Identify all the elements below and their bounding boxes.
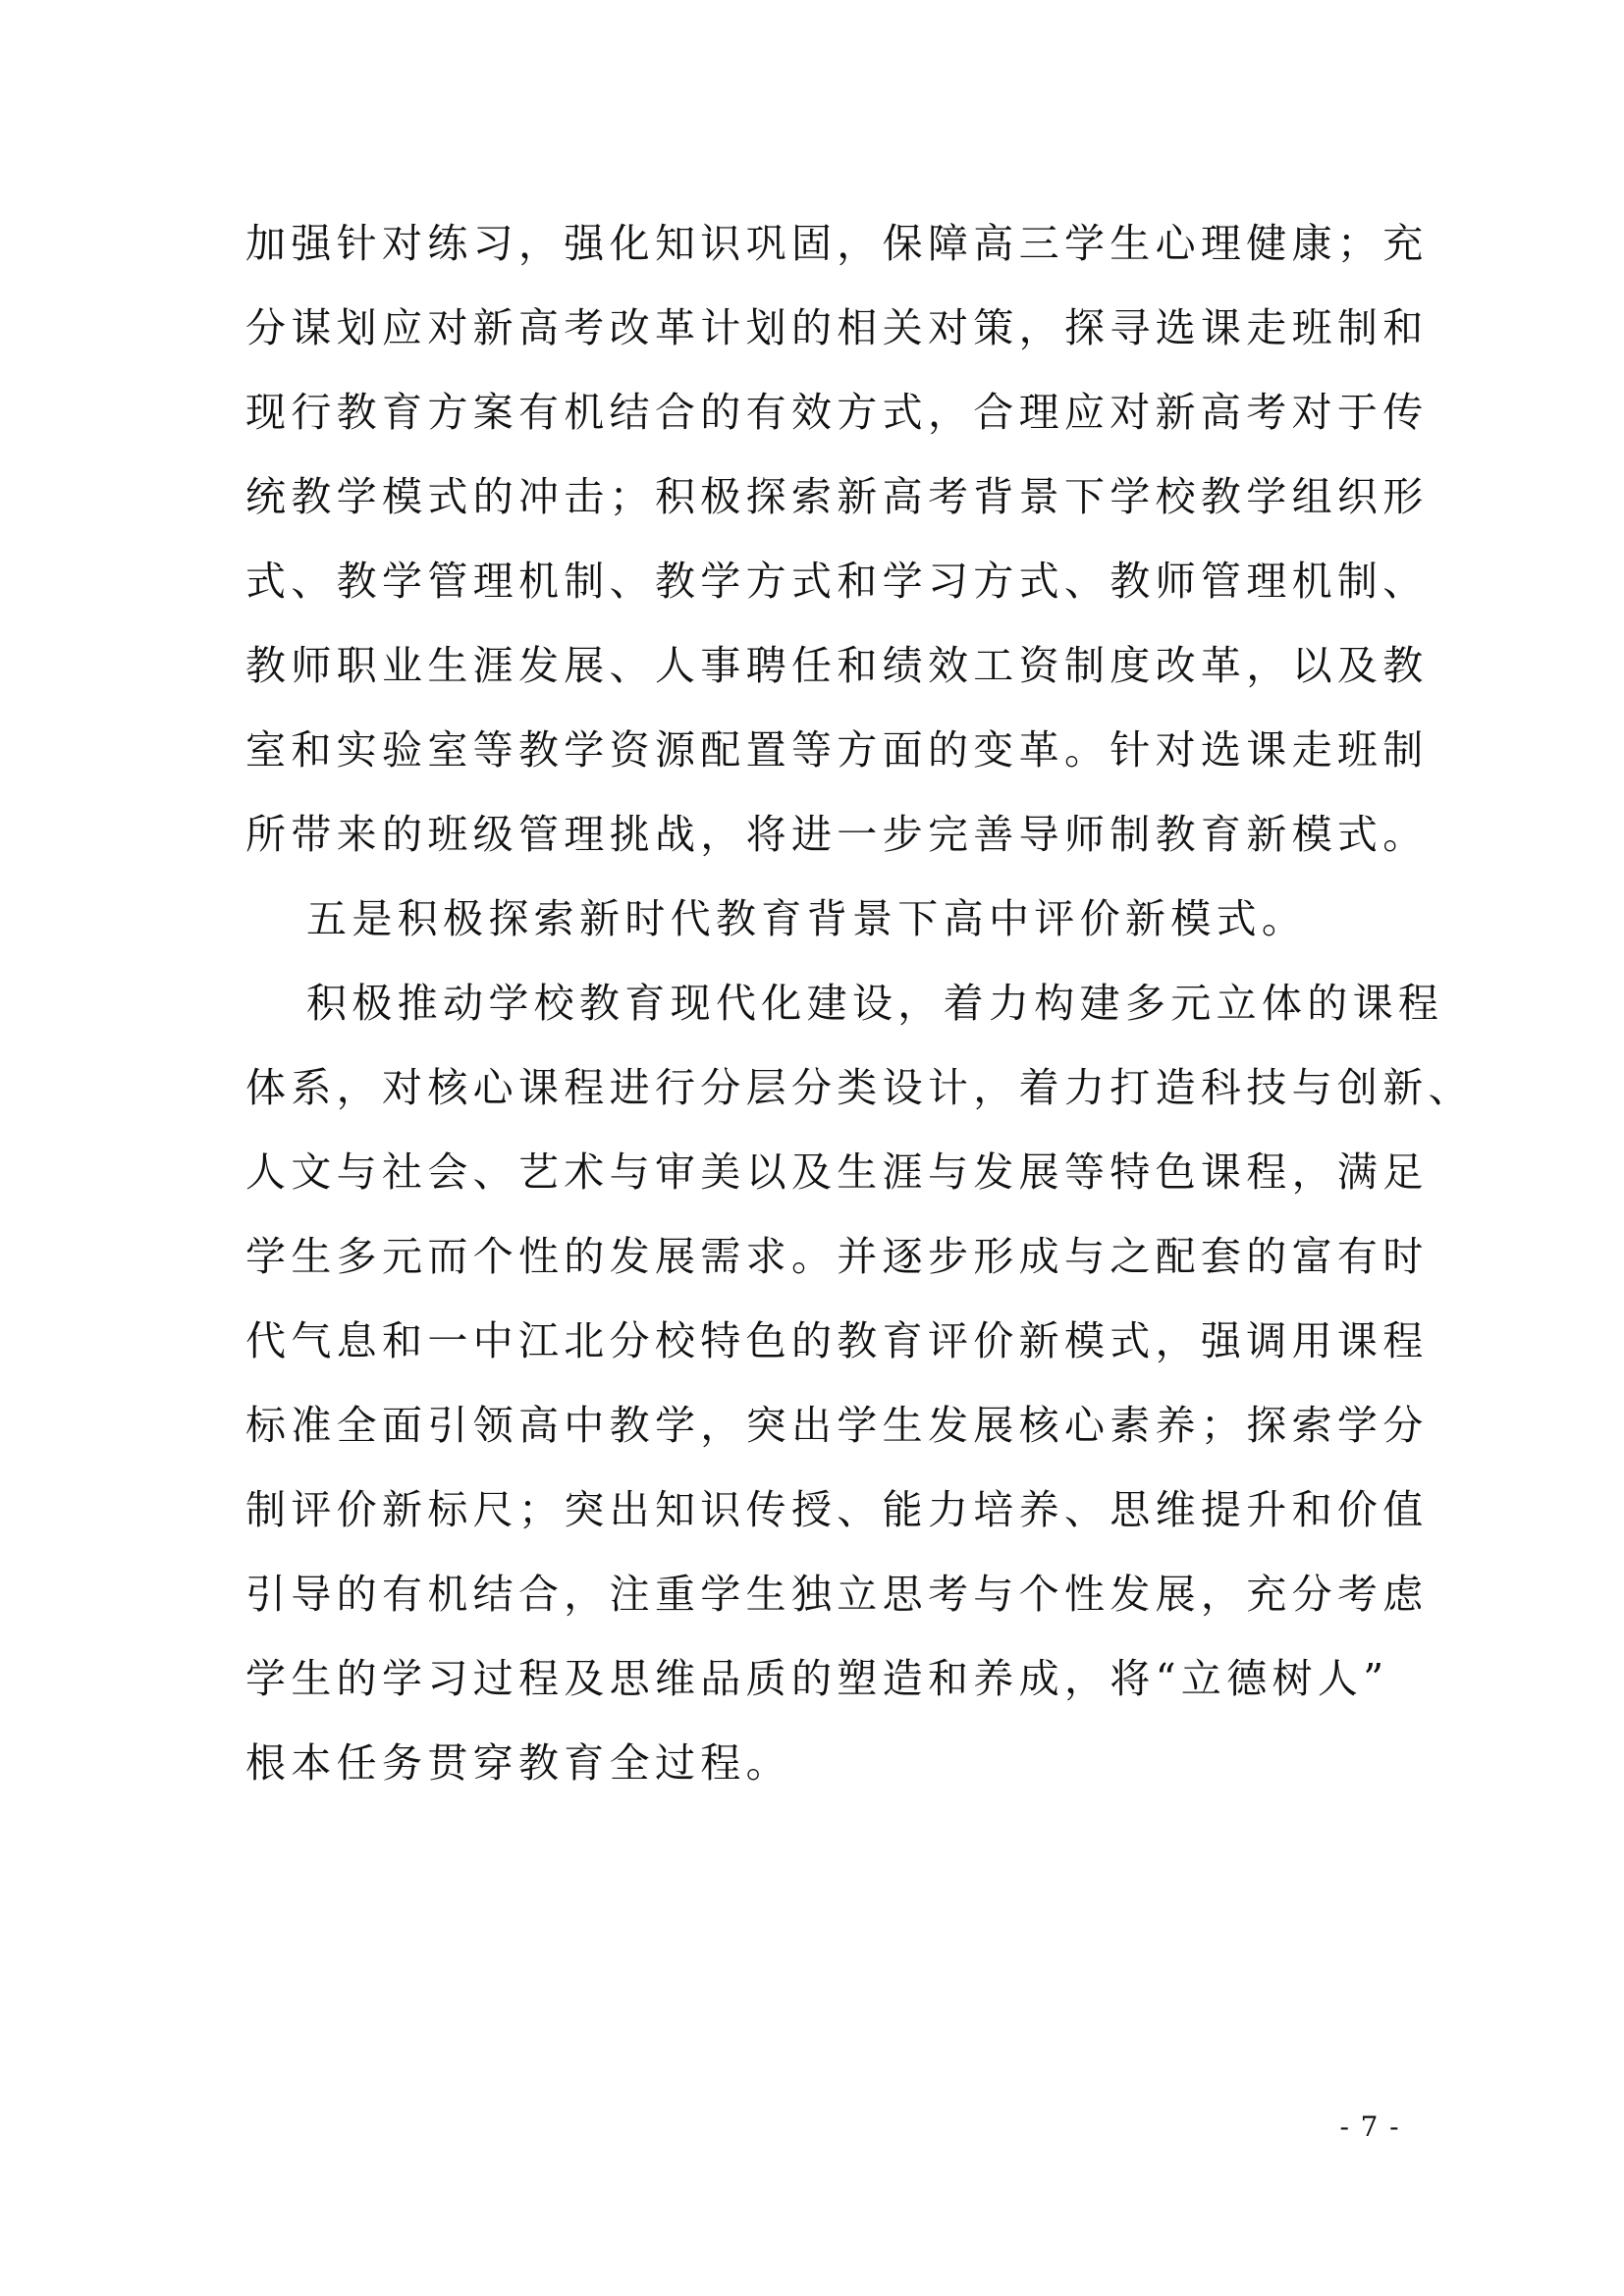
document-body [245,201,1474,1805]
text-line: 室和实验室等教学资源配置等方面的变革。针对选课走班制 [245,726,1429,774]
text-line: 引导的有机结合，注重学生独立思考与个性发展，充分考虑 [245,1571,1429,1618]
text-line: 代气息和一中江北分校特色的教育评价新模式，强调用课程 [245,1317,1429,1364]
text-line: 加强针对练习，强化知识巩固，保障高三学生心理健康；充 [245,220,1429,267]
text-line: 人文与社会、艺术与审美以及生涯与发展等特色课程，满足 [245,1148,1429,1196]
text-line: 现行教育方案有机结合的有效方式，合理应对新高考对于传 [245,389,1429,436]
text-line: 制评价新标尺；突出知识传授、能力培养、思维提升和价值 [245,1486,1429,1533]
text-line: 分谋划应对新高考改革计划的相关对策，探寻选课走班制和 [245,304,1429,351]
text-line: 学生多元而个性的发展需求。并逐步形成与之配套的富有时 [245,1233,1429,1280]
text-line: 教师职业生涯发展、人事聘任和绩效工资制度改革，以及教 [245,642,1429,689]
section-heading: 五是积极探索新时代教育背景下高中评价新模式。 [306,895,1308,942]
page-number: - 7 - [1339,2110,1400,2143]
text-line: 根本任务贯穿教育全过程。 [245,1739,791,1787]
text-line: 积极推动学校教育现代化建设，着力构建多元立体的课程 [306,980,1444,1027]
text-line: 体系，对核心课程进行分层分类设计，着力打造科技与创新、 [245,1064,1474,1111]
text-line: 统教学模式的冲击；积极探索新高考背景下学校教学组织形 [245,473,1429,520]
text-line: 式、教学管理机制、教学方式和学习方式、教师管理机制、 [245,558,1429,605]
text-line: 所带来的班级管理挑战，将进一步完善导师制教育新模式。 [245,811,1429,858]
text-line: 标准全面引领高中教学，突出学生发展核心素养；探索学分 [245,1402,1429,1449]
text-line: 学生的学习过程及思维品质的塑造和养成，将“立德树人” [245,1655,1389,1702]
